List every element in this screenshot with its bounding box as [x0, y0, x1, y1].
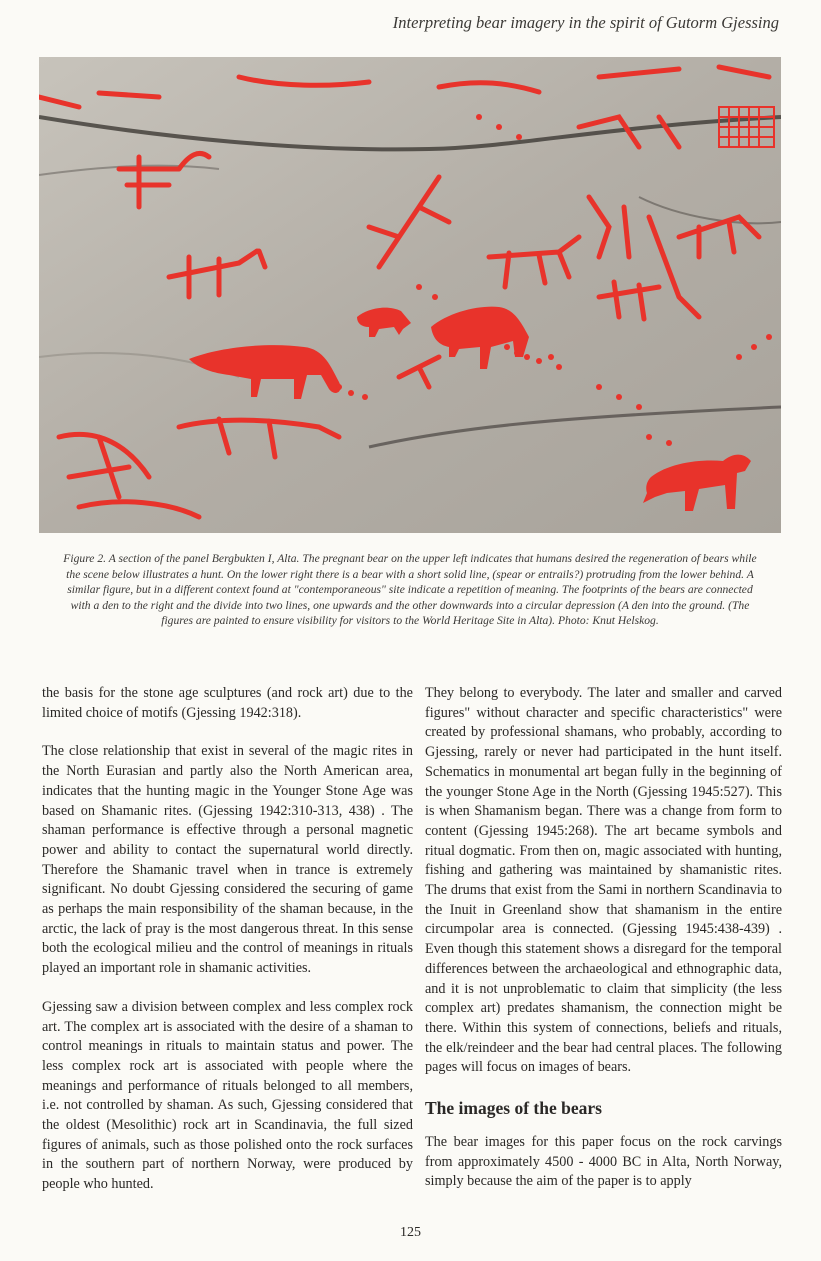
body-paragraph: Gjessing saw a division between complex and less complex rock art. The complex art is associated with the desire of a shaman to control meanings in rituals to maintain status and power. The less complex rock art is associated with people where the meanings and performance of rituals belonged to all members, i.e. not controlled by shaman. As such, Gjessing considered that the oldest (Mesolithic) rock art in Scandinavia, the full sized figures of animals, such as those polished onto the rock surfaces in the southern part of northern Norway, were produced by people who hunted. [42, 998, 413, 1193]
left-column [42, 684, 413, 1214]
page-number: 125 [400, 1225, 421, 1240]
figure-caption: Figure 2. A section of the panel Bergbukten I, Alta. The pregnant bear on the upper left indicates that humans desired the regeneration of bears while the scene below illustrates a hunt. On the lower right there is a bear with a short solid line, (spear or entrails?) protruding from the lower behind. A similar figure, but in a different context found at "contemporaneous" site indicate a repetition of meaning. The footprints of the bears are connected with a den to the right and the divide into two lines, one upwards and the other downwards into a circular depression (A den into the ground. (The figures are painted to ensure visibility for visitors to the World Heritage Site in Alta). Photo: Knut Helskog. [63, 552, 757, 628]
right-column [425, 684, 782, 1211]
body-paragraph: The close relationship that exist in several of the magic rites in the North Eurasian and partly also the North American area, indicates that the hunting magic in the Younger Stone Age was based on Shamanic rites. (Gjessing 1942:310-313, 438) . The shaman performance is effective through a personal magnetic power and ability to contact the supernatural world directly. Therefore the Shamanic travel when in trance is extremely significant. No doubt Gjessing considered the securing of game as perhaps the main responsibility of the shaman because, in the arctic, the lack of pray is the most dangerous threat. In this sense both the ecological milieu and the control of meanings in rituals played an important role in shamanic activities. [42, 743, 413, 977]
body-paragraph: The bear images for this paper focus on the rock carvings from approximately 4500 - 4000 BC in Alta, North Norway, simply because the aim of the paper is to apply [425, 1134, 782, 1190]
body-paragraph: They belong to everybody. The later and smaller and carved figures" without character and specific characteristics" were created by professional shamans, who probably, according to Gjessing, rarely or never had participated in the hunt itself. Schematics in monumental art began fully in the beginning of the younger Stone Age in the North (Gjessing 1945:527). This is when Shamanism began. There was a change from form to content (Gjessing 1945:268). The art became symbols and ritual dogmatic. From then on, magic associated with hunting, fishing and gathering was maintained by shamanistic rites. The drums that exist from the Sami in northern Scandinavia to the Inuit in Greenland show that shamanism in the entire circumpolar area is connected. (Gjessing 1945:438-439) . Even though this statement shows a disregard for the temporal differences between the archaeological and ethnographic data, and it is not unproblematic to claim that simplicity (the less complex art) predates shamanism, the connection might be there. Within this system of connections, beliefs and rituals, the elk/reindeer and the bear had central places. The following pages will focus on images of bears. [425, 685, 782, 1076]
running-title: Interpreting bear imagery in the spirit of Gutorm Gjessing [392, 13, 779, 32]
body-paragraph: the basis for the stone age sculptures (and rock art) due to the limited choice of motifs (Gjessing 1942:318). [42, 685, 413, 721]
section-heading: The images of the bears [425, 1098, 602, 1119]
rock-art-photo [39, 57, 781, 533]
